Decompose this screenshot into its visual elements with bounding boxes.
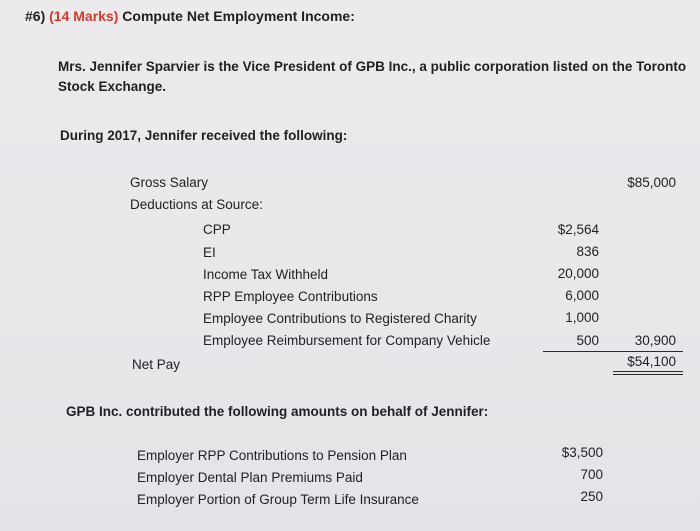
double-underline (613, 371, 683, 375)
deduction-label: CPP (203, 222, 231, 237)
deduction-label: EI (203, 245, 216, 260)
deduction-label: Income Tax Withheld (203, 267, 329, 282)
deduction-label: Employee Contributions to Registered Charity (203, 311, 477, 326)
deductions-total: 30,900 (634, 333, 676, 348)
subtotal-rule (543, 351, 683, 352)
deduction-amount: 20,000 (557, 266, 599, 281)
marks-label: (14 Marks) (49, 8, 119, 24)
employer-heading: GPB Inc. contributed the following amounts on behalf of Jennifer: (66, 404, 489, 419)
net-pay-label: Net Pay (132, 357, 181, 372)
question-title: Compute Net Employment Income: (122, 8, 355, 24)
deduction-amount: 1,000 (565, 310, 599, 325)
net-pay-total: $54,100 (627, 354, 676, 369)
deduction-amount: $2,564 (557, 222, 599, 237)
deduction-amount: 836 (576, 244, 599, 259)
deductions-heading: Deductions at Source: (130, 197, 263, 212)
question-header (25, 8, 355, 24)
deduction-label: Employee Reimbursement for Company Vehicle (203, 333, 491, 348)
employer-item-amount: 250 (580, 489, 603, 504)
deduction-amount: 6,000 (565, 288, 599, 303)
employer-item-amount: 700 (580, 467, 603, 482)
received-heading: During 2017, Jennifer received the following: (60, 128, 348, 143)
employer-item-amount: $3,500 (561, 445, 603, 460)
intro-line-1: Mrs. Jennifer Sparvier is the Vice President of GPB Inc., a public corporation listed on the Toronto (58, 59, 687, 74)
deduction-amount: 500 (576, 333, 599, 348)
intro-line-2: Stock Exchange. (58, 79, 167, 94)
gross-salary-label: Gross Salary (130, 175, 209, 190)
employer-item-label: Employer RPP Contributions to Pension Plan (137, 448, 407, 463)
employer-item-label: Employer Portion of Group Term Life Insurance (137, 492, 419, 507)
deduction-label: RPP Employee Contributions (203, 289, 378, 304)
gross-salary-total: $85,000 (627, 175, 676, 190)
employer-item-label: Employer Dental Plan Premiums Paid (137, 470, 363, 485)
question-number: #6) (25, 8, 46, 24)
